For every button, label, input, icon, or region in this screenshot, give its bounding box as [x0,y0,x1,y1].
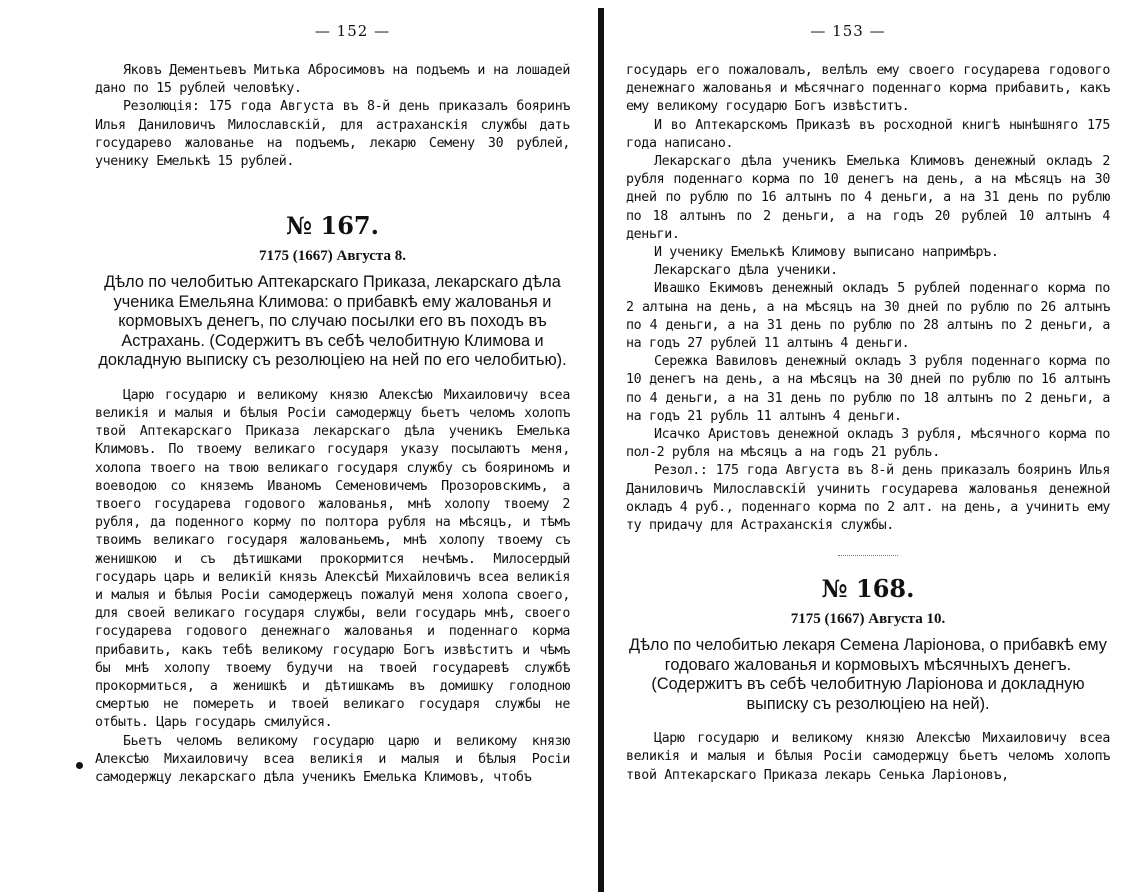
paragraph: Царю государю и великому князю Алексѣю Михаиловичу всеа великія и малыя и бѣлыя Росіи самодержцу бьетъ челомъ холопъ твой Аптекарскаго Приказа лекарскаго дѣла ученикъ Емелька Климовъ. По твоему великаго государя указу посылаютъ меня, холопа твоего на твою великаго государя службу съ бояриномъ и воеводою со княземъ Иваномъ Семеновичемъ Прозоровскимъ, а твоего государева годового жалованья, мнѣ холопу твоему 2 рубля, да поденного корму по полтора рубля на мѣсяцъ, и тѣмъ твоимъ великаго государя жалованьемъ, мнѣ холопу твоему съ женишкою и съ дѣтишками прокормится нечѣмъ. Милосердый государь царь и великій князь Алексѣй Михайловичъ всеа великія и малыя и бѣлыя Росіи самодержецъ пожалуй меня холопа своего, для своей великаго государя службы, вели государь мнѣ, своего государева годового денежнаго жалованья и поденнаго корма прибавить, какъ тебѣ великому государю Богъ извѣститъ и чѣмъ бы мнѣ холопу твоему будучи на твоей государевѣ службѣ прокормиться, а женишкѣ и дѣтишкамъ въ домишку голодною смертью не помереть и твоей великаго государя службы не отбыть. Царь государь смилуйся. [95,387,570,731]
paragraph: Бьетъ челомъ великому государю царю и великому князю Алексѣю Михаиловичу всеа великія и малыя и бѣлыя Росіи самодержцу лекарскаго дѣла ученикъ Емелька Климовъ, чтобъ [95,733,570,785]
document-number: № 168. [821,574,915,604]
paragraph: Резолюція: 175 года Августа въ 8-й день приказалъ бояринъ Илья Даниловичъ Милославскій, для астраханскія службы дать государево жалованье на подъемъ, лекарю Семену 30 рублей, ученику Емелькѣ 15 рублей. [95,99,570,170]
paragraph: Лекарскаго дѣла ученикъ Емелька Климовъ денежный окладъ 2 рубля поденнаго корма по 10 денегъ на день, а на мѣсяцъ на 30 дней по рублю по 16 алтынъ по 4 деньги, а на 31 день по рублю по 18 алтынъ по 2 деньги, а на годъ 20 рублей 10 алтынъ 4 деньги. [626,154,1110,242]
paragraph: Царю государю и великому князю Алексѣю Михаиловичу всеа великія и малыя и бѣлыя Росіи самодержцу бьетъ челомъ холопъ твой Аптекарскаго Приказа лекарь Сенька Ларіоновъ, [626,731,1110,783]
page-number: — 152 — [314,22,391,40]
paragraph: Резол.: 175 года Августа въ 8-й день приказалъ бояринъ Илья Даниловичъ Милославскій учинить государева жалованья денежной окладъ 4 руб., поденнаго корма по 2 алт. на день, а учинить ему ту придачу для Астраханскія службы. [626,463,1110,534]
paragraph: И ученику Емелькѣ Климову выписано напримѣръ. [654,245,999,261]
paragraph: Лекарскаго дѣла ученики. [654,263,838,279]
paragraph: Сережка Вавиловъ денежный окладъ 3 рубля поденнаго корма по 10 денегъ на день, а на мѣсяцъ на 30 дней по рублю по 16 алтынъ по 4 деньги, а на 31 день по рублю по 18 алтынъ по 2 деньги, а на годъ 21 рубль 11 алтынъ 4 деньги. [626,354,1110,424]
document-title: Дѣло по челобитью Аптекарскаго Приказа, лекарскаго дѣла ученика Емельяна Климова: о прибавкѣ ему жалованья и кормовыхъ денегъ, по случаю посылки его въ походъ въ Астрахань. (Содержитъ въ себѣ челобитную Климова и докладную выписку съ резолюціею на ней по его челобитью). [98,273,567,370]
document-date: 7175 (1667) Августа 8. [259,248,406,265]
paragraph: И во Аптекарскомъ Приказѣ въ росходной книгѣ нынѣшняго 175 года написано. [626,117,1110,151]
document-number: № 167. [286,211,379,241]
paragraph: Ивашко Екимовъ денежный окладъ 5 рублей поденнаго корма по 2 алтына на день, а на мѣсяцъ на 30 дней по рублю по 26 алтынъ по 4 деньги, а на 31 день по рублю по 28 алтынъ по 2 деньги, а на годъ 27 рублей 11 алтынъ 4 деньги. [626,281,1110,352]
paragraph: Яковъ Дементьевъ Митька Абросимовъ на подъемъ и на лошадей дано по 15 рублей человѣку. [95,63,570,97]
document-title: Дѣло по челобитью лекаря Семена Ларіонова, о прибавкѣ ему годоваго жалованья и кормовыхъ мѣсячныхъ денегъ. (Содержитъ въ себѣ челобитную Ларіонова и докладную выписку съ резолюціею на ней). [629,636,1107,713]
document-date: 7175 (1667) Августа 10. [790,611,946,628]
page-number: — 153 — [810,22,886,40]
paragraph: Исачко Аристовъ денежной окладъ 3 рубля, мѣсячного корма по пол-2 рубля на мѣсяцъ а на годъ 21 рубль. [626,427,1110,461]
paragraph: государь его пожаловалъ, велѣлъ ему своего государева годового денежнаго жалованья и мѣсячнаго поденнаго корма прибавить, какъ ему великому государю Богъ извѣститъ. [626,63,1110,115]
separator [838,555,898,556]
right-page [606,0,1140,896]
